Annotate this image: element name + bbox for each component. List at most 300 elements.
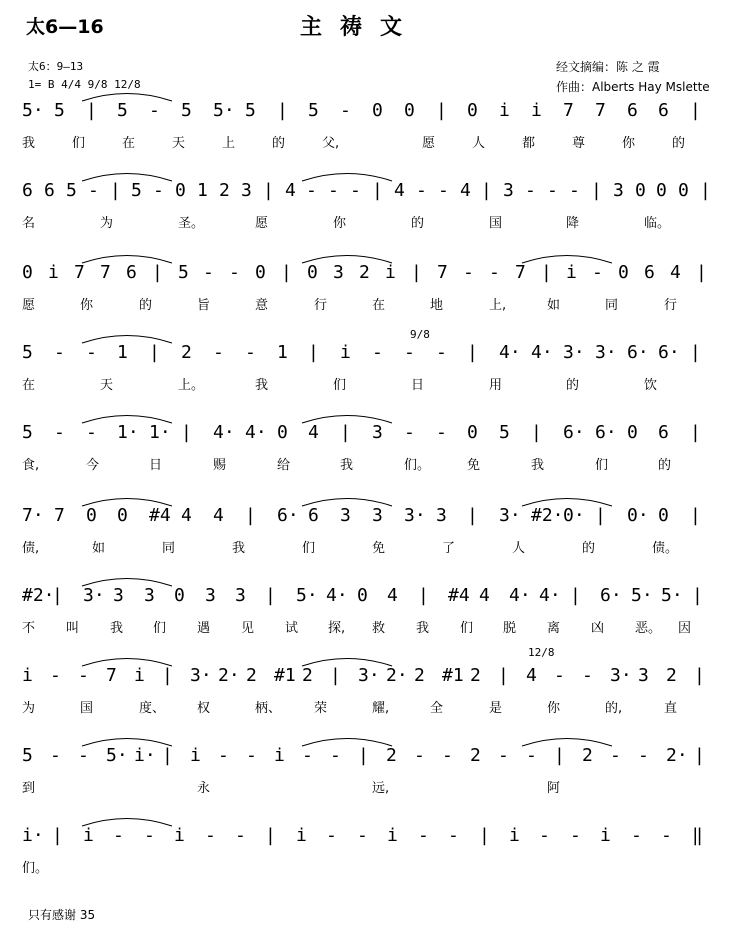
note: i xyxy=(190,745,201,766)
note: 6· xyxy=(627,342,649,363)
note: 2 xyxy=(219,180,230,201)
note: 6 xyxy=(658,100,669,121)
note: - xyxy=(404,422,415,443)
note: - xyxy=(86,342,97,363)
note: 3 xyxy=(436,505,447,526)
note: - xyxy=(246,745,257,766)
lyric-syllable: 上, xyxy=(489,298,507,313)
note: 1 xyxy=(277,342,288,363)
lyrics-line xyxy=(22,697,722,715)
note: #2· xyxy=(531,505,564,526)
note: i xyxy=(509,825,520,846)
note: 0 xyxy=(117,505,128,526)
lyric-syllable: 的 xyxy=(566,378,580,393)
lyrics-line xyxy=(22,454,722,472)
note: 0 xyxy=(277,422,288,443)
lyric-syllable: 如 xyxy=(92,541,106,556)
note: 7 xyxy=(595,100,606,121)
lyric-syllable: 见 xyxy=(241,621,255,636)
note: - xyxy=(610,745,621,766)
note: i xyxy=(48,262,59,283)
note: 3 xyxy=(235,585,246,606)
barline: | xyxy=(372,180,383,201)
note: 3· xyxy=(404,505,426,526)
note: 2· xyxy=(218,665,240,686)
slur-overlay xyxy=(22,170,722,182)
lyric-syllable: 柄、 xyxy=(255,701,282,716)
slur-overlay xyxy=(22,575,722,587)
lyric-syllable: 探, xyxy=(328,621,346,636)
note: 4· xyxy=(531,342,553,363)
note: 5· xyxy=(661,585,683,606)
note: 5 xyxy=(499,422,510,443)
barline: | xyxy=(595,505,606,526)
note: 0 xyxy=(656,180,667,201)
lyric-syllable: 尊 xyxy=(572,136,586,151)
note: 0 xyxy=(467,422,478,443)
note: 5 xyxy=(181,100,192,121)
note: - xyxy=(525,180,536,201)
notes-line xyxy=(22,422,722,452)
lyric-syllable: 债, xyxy=(22,541,40,556)
note: #1 xyxy=(274,665,296,686)
lyric-syllable: 行 xyxy=(314,298,328,313)
note: 0 xyxy=(372,100,383,121)
lyric-syllable: 同 xyxy=(162,541,176,556)
note: - xyxy=(416,180,427,201)
lyric-syllable: 我 xyxy=(340,458,354,473)
note: 6 xyxy=(44,180,55,201)
note: - xyxy=(418,825,429,846)
note: 6 xyxy=(126,262,137,283)
lyric-syllable: 你 xyxy=(622,136,636,151)
note: 4 xyxy=(394,180,405,201)
lyrics-line xyxy=(22,617,722,635)
lyric-syllable: 愿 xyxy=(22,298,36,313)
barline: | xyxy=(162,745,173,766)
scripture-reference: 太6：9—13 xyxy=(28,60,84,73)
note: - xyxy=(203,262,214,283)
lyric-syllable: 的 xyxy=(139,298,153,313)
barline: | xyxy=(692,585,703,606)
notes-line xyxy=(22,825,722,855)
lyric-syllable: 们 xyxy=(72,136,86,151)
note: 2 xyxy=(666,665,677,686)
note: i xyxy=(600,825,611,846)
barline: | xyxy=(554,745,565,766)
lyric-syllable: 国 xyxy=(489,216,503,231)
barline: | xyxy=(265,585,276,606)
note: 0 xyxy=(255,262,266,283)
slur-arc xyxy=(82,499,172,507)
note: 3 xyxy=(372,422,383,443)
lyric-syllable: 我 xyxy=(22,136,36,151)
note: - xyxy=(448,825,459,846)
time-marker: 12/8 xyxy=(528,646,555,659)
lyric-syllable: 到 xyxy=(22,781,36,796)
notes-line xyxy=(22,180,722,210)
chapter-reference: 太6—16 xyxy=(26,16,104,38)
note: - xyxy=(526,745,537,766)
lyric-syllable: 凶 xyxy=(591,621,605,636)
lyric-syllable: 离 xyxy=(547,621,561,636)
note: 0 xyxy=(467,100,478,121)
note: 5· xyxy=(106,745,128,766)
slur-arc xyxy=(302,256,392,264)
barline: | xyxy=(52,825,63,846)
note: i· xyxy=(22,825,44,846)
barline: | xyxy=(498,665,509,686)
note: 0 xyxy=(307,262,318,283)
lyric-syllable: 给 xyxy=(277,458,291,473)
note: 3 xyxy=(144,585,155,606)
slur-overlay xyxy=(22,495,722,507)
lyric-syllable: 遇 xyxy=(197,621,211,636)
notes-line xyxy=(22,100,722,130)
note: i xyxy=(274,745,285,766)
note: #1 xyxy=(442,665,464,686)
note: 6 xyxy=(308,505,319,526)
note: 4 xyxy=(213,505,224,526)
note: - xyxy=(570,825,581,846)
barline: | xyxy=(263,180,274,201)
barline: | xyxy=(181,422,192,443)
note: 4 xyxy=(670,262,681,283)
note: - xyxy=(54,342,65,363)
lyric-syllable: 们。 xyxy=(22,861,49,876)
note: 3 xyxy=(340,505,351,526)
note: 5 xyxy=(22,342,33,363)
slur-overlay xyxy=(22,412,722,424)
note: - xyxy=(78,665,89,686)
note: 3· xyxy=(83,585,105,606)
barline: | xyxy=(436,100,447,121)
note: #4 xyxy=(149,505,171,526)
note: 4 xyxy=(387,585,398,606)
note: 0 xyxy=(357,585,368,606)
note: 0 xyxy=(175,180,186,201)
barline: | xyxy=(690,342,701,363)
note: i xyxy=(385,262,396,283)
note: 3 xyxy=(113,585,124,606)
barline: | xyxy=(86,100,97,121)
lyric-syllable: 在 xyxy=(22,378,36,393)
note: 5 xyxy=(178,262,189,283)
slur-arc xyxy=(302,739,392,747)
note: - xyxy=(638,745,649,766)
lyric-syllable: 旨 xyxy=(197,298,211,313)
slur-arc xyxy=(522,739,612,747)
note: 0 xyxy=(174,585,185,606)
note: 6 xyxy=(658,422,669,443)
lyric-syllable: 人 xyxy=(512,541,526,556)
note: 3 xyxy=(638,665,649,686)
lyric-syllable: 今 xyxy=(86,458,100,473)
lyrics-line xyxy=(22,294,722,312)
note: 7· xyxy=(22,505,44,526)
note: - xyxy=(404,342,415,363)
note: - xyxy=(245,342,256,363)
note: - xyxy=(582,665,593,686)
lyric-syllable: 意 xyxy=(255,298,269,313)
barline: | xyxy=(481,180,492,201)
lyric-syllable: 日 xyxy=(149,458,163,473)
note: - xyxy=(78,745,89,766)
slur-arc xyxy=(82,739,172,747)
lyric-syllable: 同 xyxy=(605,298,619,313)
note: 3· xyxy=(499,505,521,526)
note: 5 xyxy=(131,180,142,201)
note: 4· xyxy=(539,585,561,606)
barline: | xyxy=(277,100,288,121)
note: 6· xyxy=(658,342,680,363)
lyric-syllable: 们 xyxy=(302,541,316,556)
barline: | xyxy=(690,505,701,526)
lyric-syllable: 你 xyxy=(547,701,561,716)
note: 5· xyxy=(296,585,318,606)
note: 4 xyxy=(181,505,192,526)
note: - xyxy=(372,342,383,363)
time-marker: 9/8 xyxy=(410,328,430,341)
lyrics-credit: 经文摘编：陈 之 霞 xyxy=(556,60,660,74)
note: - xyxy=(498,745,509,766)
note: 2 xyxy=(470,665,481,686)
lyric-syllable: 愿 xyxy=(422,136,436,151)
note: 0 xyxy=(22,262,33,283)
note: - xyxy=(229,262,240,283)
lyric-syllable: 因 xyxy=(678,621,692,636)
footer-text: 只有感谢 35 xyxy=(28,908,96,922)
lyric-syllable: 救 xyxy=(372,621,386,636)
note: 3· xyxy=(190,665,212,686)
lyric-syllable: 的 xyxy=(411,216,425,231)
lyric-syllable: 的 xyxy=(582,541,596,556)
lyric-syllable: 们 xyxy=(595,458,609,473)
note: 4 xyxy=(460,180,471,201)
note: 0· xyxy=(563,505,585,526)
note: 4· xyxy=(326,585,348,606)
note: - xyxy=(218,745,229,766)
lyric-syllable: 免 xyxy=(372,541,386,556)
lyric-syllable: 国 xyxy=(80,701,94,716)
note: 2 xyxy=(181,342,192,363)
note: - xyxy=(489,262,500,283)
lyrics-line xyxy=(22,777,722,795)
note: 1 xyxy=(117,342,128,363)
lyric-syllable: 试 xyxy=(285,621,299,636)
note: - xyxy=(50,665,61,686)
slur-arc xyxy=(82,579,172,587)
slur-arc xyxy=(82,659,172,667)
notes-line xyxy=(22,342,722,372)
lyric-syllable: 赐 xyxy=(213,458,227,473)
slur-overlay xyxy=(22,332,722,344)
slur-arc xyxy=(302,416,392,424)
lyric-syllable: 永 xyxy=(197,781,211,796)
note: 2· xyxy=(666,745,688,766)
note: 1· xyxy=(117,422,139,443)
note: 0 xyxy=(678,180,689,201)
lyric-syllable: 权 xyxy=(197,701,211,716)
slur-overlay xyxy=(22,815,722,827)
slur-arc xyxy=(522,256,612,264)
slur-arc xyxy=(82,94,172,102)
note: - xyxy=(547,180,558,201)
note: 6 xyxy=(627,100,638,121)
note: 7 xyxy=(106,665,117,686)
note: 1· xyxy=(149,422,171,443)
note: 5 xyxy=(117,100,128,121)
lyric-syllable: 上 xyxy=(222,136,236,151)
slur-arc xyxy=(82,174,172,182)
lyrics-line xyxy=(22,857,722,875)
note: i xyxy=(134,665,145,686)
lyric-syllable: 圣。 xyxy=(178,216,205,231)
note: - xyxy=(350,180,361,201)
note: i xyxy=(83,825,94,846)
note: 6 xyxy=(644,262,655,283)
lyric-syllable: 临。 xyxy=(644,216,671,231)
note: 4 xyxy=(308,422,319,443)
note: i xyxy=(174,825,185,846)
lyric-syllable: 都 xyxy=(522,136,536,151)
lyric-syllable: 父, xyxy=(322,136,340,151)
lyric-syllable: 的 xyxy=(272,136,286,151)
lyric-syllable: 全 xyxy=(430,701,444,716)
note: 4· xyxy=(509,585,531,606)
note: 3 xyxy=(613,180,624,201)
note: i xyxy=(296,825,307,846)
slur-overlay xyxy=(22,735,722,747)
note: - xyxy=(357,825,368,846)
lyrics-line xyxy=(22,537,722,555)
lyric-syllable: 度、 xyxy=(139,701,166,716)
note: - xyxy=(149,100,160,121)
lyrics-line xyxy=(22,132,722,150)
lyric-syllable: 降 xyxy=(566,216,580,231)
barline: | xyxy=(149,342,160,363)
lyric-syllable: 在 xyxy=(122,136,136,151)
lyric-syllable: 是 xyxy=(489,701,503,716)
lyric-syllable: 不 xyxy=(22,621,36,636)
slur-arc xyxy=(82,416,172,424)
note: - xyxy=(113,825,124,846)
barline: | xyxy=(152,262,163,283)
note: 0 xyxy=(627,422,638,443)
barline: | xyxy=(340,422,351,443)
barline: | xyxy=(467,342,478,363)
note: 2 xyxy=(582,745,593,766)
slur-arc xyxy=(82,256,172,264)
lyric-syllable: 免 xyxy=(467,458,481,473)
barline: | xyxy=(696,262,707,283)
barline: | xyxy=(245,505,256,526)
lyric-syllable: 们 xyxy=(460,621,474,636)
note: 5· xyxy=(213,100,235,121)
note: 5 xyxy=(245,100,256,121)
note: 0· xyxy=(627,505,649,526)
note: 5 xyxy=(54,100,65,121)
lyric-syllable: 了 xyxy=(442,541,456,556)
note: - xyxy=(340,100,351,121)
note: 6· xyxy=(277,505,299,526)
note: 4· xyxy=(213,422,235,443)
lyric-syllable: 饮 xyxy=(644,378,658,393)
lyric-syllable: 我 xyxy=(232,541,246,556)
note: - xyxy=(205,825,216,846)
note: - xyxy=(661,825,672,846)
note: 3· xyxy=(610,665,632,686)
slur-arc xyxy=(302,659,392,667)
note: 0 xyxy=(618,262,629,283)
note: 5 xyxy=(308,100,319,121)
note: i xyxy=(387,825,398,846)
lyric-syllable: 日 xyxy=(411,378,425,393)
note: - xyxy=(153,180,164,201)
note: 2 xyxy=(246,665,257,686)
note: 7 xyxy=(515,262,526,283)
slur-arc xyxy=(302,499,392,507)
lyric-syllable: 直 xyxy=(664,701,678,716)
note: 3 xyxy=(333,262,344,283)
note: 4· xyxy=(499,342,521,363)
note: 6 xyxy=(22,180,33,201)
lyric-syllable: 的 xyxy=(658,458,672,473)
lyric-syllable: 们 xyxy=(153,621,167,636)
lyric-syllable: 人 xyxy=(472,136,486,151)
note: - xyxy=(592,262,603,283)
note: 2 xyxy=(359,262,370,283)
note: i xyxy=(499,100,510,121)
barline: | xyxy=(690,100,701,121)
slur-arc xyxy=(302,174,392,182)
barline: | xyxy=(531,422,542,443)
lyric-syllable: 为 xyxy=(100,216,114,231)
barline: ‖ xyxy=(692,825,703,846)
lyric-syllable: 天 xyxy=(172,136,186,151)
note: 2 xyxy=(470,745,481,766)
notes-line xyxy=(22,585,722,615)
note: - xyxy=(436,422,447,443)
notes-line xyxy=(22,665,722,695)
note: 6· xyxy=(600,585,622,606)
note: - xyxy=(86,422,97,443)
lyric-syllable: 我 xyxy=(110,621,124,636)
lyric-syllable: 在 xyxy=(372,298,386,313)
barline: | xyxy=(308,342,319,363)
lyric-syllable: 耀, xyxy=(372,701,390,716)
note: - xyxy=(463,262,474,283)
lyric-syllable: 你 xyxy=(333,216,347,231)
note: - xyxy=(436,342,447,363)
lyric-syllable: 我 xyxy=(531,458,545,473)
note: 2· xyxy=(386,665,408,686)
lyrics-line xyxy=(22,374,722,392)
lyric-syllable: 食, xyxy=(22,458,40,473)
lyric-syllable: 恶。 xyxy=(635,621,662,636)
song-title: 主祷文 xyxy=(300,15,421,40)
note: 5 xyxy=(66,180,77,201)
note: 3· xyxy=(563,342,585,363)
note: - xyxy=(235,825,246,846)
note: 0 xyxy=(404,100,415,121)
barline: | xyxy=(694,745,705,766)
notes-line xyxy=(22,745,722,775)
note: 3· xyxy=(358,665,380,686)
lyric-syllable: 们 xyxy=(333,378,347,393)
note: #4 xyxy=(448,585,470,606)
music-credit: 作曲：Alberts Hay Mslette xyxy=(556,80,710,94)
